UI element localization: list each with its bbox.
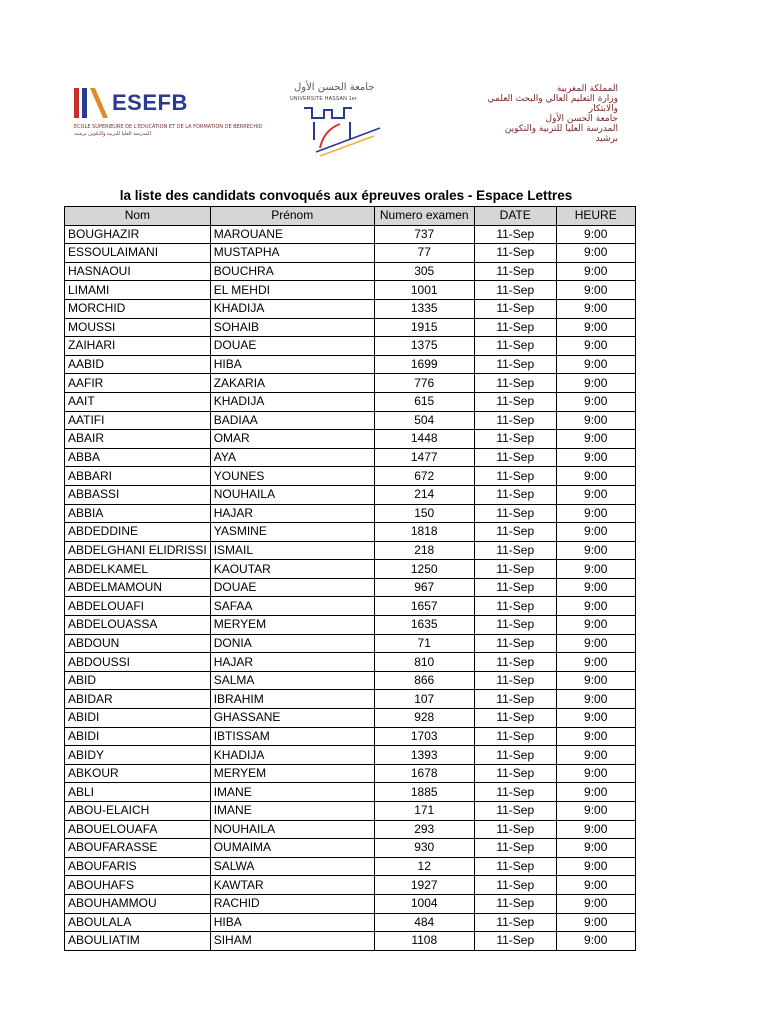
cell-numero-examen: 1448 — [374, 430, 474, 449]
cell-numero-examen: 293 — [374, 820, 474, 839]
cell-date: 11-Sep — [474, 727, 556, 746]
cell-nom: ABDELOUASSA — [65, 616, 211, 635]
table-row — [65, 876, 636, 895]
cell-numero-examen: 1635 — [374, 616, 474, 635]
cell-nom: LIMAMI — [65, 281, 211, 300]
cell-nom: AABID — [65, 355, 211, 374]
cell-date: 11-Sep — [474, 764, 556, 783]
cell-numero-examen: 928 — [374, 709, 474, 728]
university-logo — [284, 82, 384, 158]
cell-nom: ABIDI — [65, 709, 211, 728]
cell-numero-examen: 1818 — [374, 523, 474, 542]
cell-nom: ABOUHAMMOU — [65, 894, 211, 913]
cell-numero-examen: 1885 — [374, 783, 474, 802]
cell-prenom: DOUAE — [210, 337, 374, 356]
cell-prenom: HAJAR — [210, 653, 374, 672]
cell-heure: 9:00 — [556, 913, 635, 932]
ministry-header — [418, 84, 618, 144]
cell-nom: ABID — [65, 671, 211, 690]
cell-date: 11-Sep — [474, 337, 556, 356]
cell-nom: AATIFI — [65, 411, 211, 430]
cell-prenom: NOUHAILA — [210, 485, 374, 504]
cell-nom: ABOUFARIS — [65, 857, 211, 876]
esefb-name: ESEFB — [112, 90, 188, 115]
cell-date: 11-Sep — [474, 634, 556, 653]
cell-prenom: KHADIJA — [210, 392, 374, 411]
table-row — [65, 355, 636, 374]
table-row — [65, 467, 636, 486]
cell-heure: 9:00 — [556, 932, 635, 951]
cell-prenom: OMAR — [210, 430, 374, 449]
university-emblem-icon — [284, 100, 384, 158]
cell-date: 11-Sep — [474, 709, 556, 728]
cell-nom: ABOULIATIM — [65, 932, 211, 951]
cell-prenom: ZAKARIA — [210, 374, 374, 393]
cell-heure: 9:00 — [556, 727, 635, 746]
university-name-ar: جامعة الحسن الأول — [294, 82, 375, 93]
cell-date: 11-Sep — [474, 225, 556, 244]
cell-prenom: GHASSANE — [210, 709, 374, 728]
cell-date: 11-Sep — [474, 746, 556, 765]
cell-prenom: IMANE — [210, 802, 374, 821]
cell-date: 11-Sep — [474, 653, 556, 672]
cell-heure: 9:00 — [556, 523, 635, 542]
table-row — [65, 616, 636, 635]
cell-numero-examen: 1927 — [374, 876, 474, 895]
table-row — [65, 374, 636, 393]
cell-numero-examen: 1699 — [374, 355, 474, 374]
cell-nom: ABKOUR — [65, 764, 211, 783]
cell-date: 11-Sep — [474, 281, 556, 300]
cell-heure: 9:00 — [556, 764, 635, 783]
cell-prenom: OUMAIMA — [210, 839, 374, 858]
cell-heure: 9:00 — [556, 578, 635, 597]
cell-heure: 9:00 — [556, 299, 635, 318]
cell-nom: AAIT — [65, 392, 211, 411]
cell-heure: 9:00 — [556, 485, 635, 504]
cell-nom: AAFIR — [65, 374, 211, 393]
cell-heure: 9:00 — [556, 262, 635, 281]
table-row — [65, 485, 636, 504]
cell-prenom: MERYEM — [210, 764, 374, 783]
table-row — [65, 281, 636, 300]
cell-heure: 9:00 — [556, 541, 635, 560]
cell-heure: 9:00 — [556, 374, 635, 393]
cell-nom: ABDELKAMEL — [65, 560, 211, 579]
cell-prenom: YOUNES — [210, 467, 374, 486]
column-header-prenom: Prénom — [210, 207, 374, 226]
cell-heure: 9:00 — [556, 244, 635, 263]
cell-prenom: BOUCHRA — [210, 262, 374, 281]
cell-nom: ABBARI — [65, 467, 211, 486]
cell-date: 11-Sep — [474, 578, 556, 597]
cell-nom: ABOUFARASSE — [65, 839, 211, 858]
cell-heure: 9:00 — [556, 839, 635, 858]
column-header-nom: Nom — [65, 207, 211, 226]
cell-nom: ABBASSI — [65, 485, 211, 504]
cell-numero-examen: 150 — [374, 504, 474, 523]
cell-numero-examen: 218 — [374, 541, 474, 560]
cell-nom: ESSOULAIMANI — [65, 244, 211, 263]
cell-nom: ABOUELOUAFA — [65, 820, 211, 839]
cell-prenom: MERYEM — [210, 616, 374, 635]
cell-date: 11-Sep — [474, 448, 556, 467]
table-row — [65, 783, 636, 802]
cell-prenom: NOUHAILA — [210, 820, 374, 839]
esefb-logo — [72, 86, 263, 142]
cell-prenom: RACHID — [210, 894, 374, 913]
cell-numero-examen: 504 — [374, 411, 474, 430]
cell-prenom: SOHAIB — [210, 318, 374, 337]
cell-heure: 9:00 — [556, 318, 635, 337]
cell-prenom: HIBA — [210, 355, 374, 374]
cell-date: 11-Sep — [474, 262, 556, 281]
cell-date: 11-Sep — [474, 802, 556, 821]
cell-heure: 9:00 — [556, 430, 635, 449]
cell-nom: ABDELMAMOUN — [65, 578, 211, 597]
ministry-line: المدرسة العليا للتربية والتكوين — [504, 124, 618, 134]
esefb-subline-ar: المدرسة العليا للتربية والتكوين برشيد — [74, 131, 151, 137]
cell-numero-examen: 737 — [374, 225, 474, 244]
table-row — [65, 225, 636, 244]
cell-nom: ABOU-ELAICH — [65, 802, 211, 821]
cell-date: 11-Sep — [474, 299, 556, 318]
cell-numero-examen: 77 — [374, 244, 474, 263]
table-row — [65, 392, 636, 411]
cell-heure: 9:00 — [556, 337, 635, 356]
cell-numero-examen: 171 — [374, 802, 474, 821]
cell-heure: 9:00 — [556, 783, 635, 802]
cell-date: 11-Sep — [474, 857, 556, 876]
table-row — [65, 932, 636, 951]
column-header-numero-examen: Numero examen — [374, 207, 474, 226]
cell-prenom: IBTISSAM — [210, 727, 374, 746]
cell-numero-examen: 776 — [374, 374, 474, 393]
cell-numero-examen: 1657 — [374, 597, 474, 616]
cell-date: 11-Sep — [474, 392, 556, 411]
cell-prenom: BADIAA — [210, 411, 374, 430]
cell-numero-examen: 1001 — [374, 281, 474, 300]
table-row — [65, 727, 636, 746]
cell-numero-examen: 1393 — [374, 746, 474, 765]
cell-numero-examen: 71 — [374, 634, 474, 653]
table-header-row — [65, 207, 636, 226]
cell-nom: ABDELOUAFI — [65, 597, 211, 616]
cell-prenom: HAJAR — [210, 504, 374, 523]
cell-date: 11-Sep — [474, 932, 556, 951]
ministry-line: والابتكار — [588, 104, 618, 114]
cell-nom: ABOUHAFS — [65, 876, 211, 895]
cell-date: 11-Sep — [474, 820, 556, 839]
cell-numero-examen: 866 — [374, 671, 474, 690]
cell-heure: 9:00 — [556, 281, 635, 300]
cell-prenom: EL MEHDI — [210, 281, 374, 300]
cell-heure: 9:00 — [556, 355, 635, 374]
cell-nom: ABBIA — [65, 504, 211, 523]
cell-nom: ABIDY — [65, 746, 211, 765]
table-row — [65, 634, 636, 653]
cell-prenom: MUSTAPHA — [210, 244, 374, 263]
cell-date: 11-Sep — [474, 485, 556, 504]
cell-numero-examen: 672 — [374, 467, 474, 486]
cell-heure: 9:00 — [556, 857, 635, 876]
cell-nom: ZAIHARI — [65, 337, 211, 356]
cell-date: 11-Sep — [474, 504, 556, 523]
table-row — [65, 318, 636, 337]
cell-numero-examen: 1703 — [374, 727, 474, 746]
cell-prenom: YASMINE — [210, 523, 374, 542]
cell-nom: ABDELGHANI ELIDRISSI — [65, 541, 211, 560]
esefb-subline-fr: ECOLE SUPERIEURE DE L'EDUCATION ET DE LA FORMATION DE BERRECHID — [74, 124, 263, 130]
table-row — [65, 597, 636, 616]
cell-numero-examen: 305 — [374, 262, 474, 281]
cell-prenom: KAOUTAR — [210, 560, 374, 579]
cell-prenom: AYA — [210, 448, 374, 467]
cell-numero-examen: 615 — [374, 392, 474, 411]
cell-heure: 9:00 — [556, 597, 635, 616]
cell-heure: 9:00 — [556, 616, 635, 635]
cell-numero-examen: 1915 — [374, 318, 474, 337]
cell-heure: 9:00 — [556, 894, 635, 913]
cell-heure: 9:00 — [556, 820, 635, 839]
cell-nom: HASNAOUI — [65, 262, 211, 281]
cell-heure: 9:00 — [556, 876, 635, 895]
cell-date: 11-Sep — [474, 430, 556, 449]
esefb-bars-icon — [72, 88, 112, 118]
table-row — [65, 746, 636, 765]
table-row — [65, 523, 636, 542]
table-row — [65, 857, 636, 876]
cell-heure: 9:00 — [556, 392, 635, 411]
cell-numero-examen: 1678 — [374, 764, 474, 783]
candidates-table — [64, 206, 636, 951]
cell-date: 11-Sep — [474, 318, 556, 337]
cell-numero-examen: 1477 — [374, 448, 474, 467]
table-row — [65, 448, 636, 467]
table-row — [65, 411, 636, 430]
cell-nom: ABOULALA — [65, 913, 211, 932]
cell-nom: ABLI — [65, 783, 211, 802]
cell-date: 11-Sep — [474, 616, 556, 635]
cell-heure: 9:00 — [556, 746, 635, 765]
column-header-date: DATE — [474, 207, 556, 226]
cell-date: 11-Sep — [474, 597, 556, 616]
table-row — [65, 820, 636, 839]
cell-numero-examen: 1004 — [374, 894, 474, 913]
cell-heure: 9:00 — [556, 653, 635, 672]
cell-numero-examen: 214 — [374, 485, 474, 504]
cell-date: 11-Sep — [474, 671, 556, 690]
table-row — [65, 764, 636, 783]
cell-nom: ABAIR — [65, 430, 211, 449]
cell-heure: 9:00 — [556, 225, 635, 244]
table-row — [65, 244, 636, 263]
cell-numero-examen: 1335 — [374, 299, 474, 318]
cell-heure: 9:00 — [556, 448, 635, 467]
cell-prenom: HIBA — [210, 913, 374, 932]
cell-date: 11-Sep — [474, 411, 556, 430]
cell-prenom: KHADIJA — [210, 299, 374, 318]
table-row — [65, 894, 636, 913]
cell-numero-examen: 484 — [374, 913, 474, 932]
table-row — [65, 541, 636, 560]
ministry-line: المملكة المغربية — [556, 84, 618, 94]
cell-nom: ABDOUN — [65, 634, 211, 653]
cell-nom: MOUSSI — [65, 318, 211, 337]
cell-date: 11-Sep — [474, 355, 556, 374]
table-row — [65, 690, 636, 709]
ministry-line: وزارة التعليم العالي والبحث العلمي — [487, 94, 618, 104]
table-row — [65, 653, 636, 672]
ministry-line: جامعة الحسن الأول — [545, 114, 618, 124]
cell-numero-examen: 107 — [374, 690, 474, 709]
table-row — [65, 430, 636, 449]
cell-date: 11-Sep — [474, 839, 556, 858]
cell-heure: 9:00 — [556, 504, 635, 523]
cell-prenom: KHADIJA — [210, 746, 374, 765]
cell-date: 11-Sep — [474, 244, 556, 263]
cell-numero-examen: 930 — [374, 839, 474, 858]
table-row — [65, 839, 636, 858]
university-name-fr: UNIVERSITÉ HASSAN 1er — [290, 96, 357, 102]
cell-prenom: SALWA — [210, 857, 374, 876]
cell-heure: 9:00 — [556, 634, 635, 653]
cell-nom: ABBA — [65, 448, 211, 467]
cell-numero-examen: 810 — [374, 653, 474, 672]
cell-prenom: IMANE — [210, 783, 374, 802]
cell-date: 11-Sep — [474, 690, 556, 709]
cell-nom: ABIDI — [65, 727, 211, 746]
cell-nom: BOUGHAZIR — [65, 225, 211, 244]
cell-date: 11-Sep — [474, 467, 556, 486]
cell-prenom: SIHAM — [210, 932, 374, 951]
table-row — [65, 802, 636, 821]
ministry-line: برشيد — [595, 134, 618, 144]
page-title: la liste des candidats convoqués aux épreuves orales - Espace Lettres — [119, 188, 573, 203]
cell-heure: 9:00 — [556, 802, 635, 821]
cell-date: 11-Sep — [474, 541, 556, 560]
cell-heure: 9:00 — [556, 467, 635, 486]
cell-heure: 9:00 — [556, 690, 635, 709]
cell-prenom: SALMA — [210, 671, 374, 690]
cell-prenom: DOUAE — [210, 578, 374, 597]
cell-date: 11-Sep — [474, 523, 556, 542]
table-row — [65, 913, 636, 932]
cell-date: 11-Sep — [474, 560, 556, 579]
cell-numero-examen: 1250 — [374, 560, 474, 579]
table-row — [65, 262, 636, 281]
cell-prenom: ISMAIL — [210, 541, 374, 560]
cell-heure: 9:00 — [556, 411, 635, 430]
cell-prenom: KAWTAR — [210, 876, 374, 895]
cell-numero-examen: 12 — [374, 857, 474, 876]
table-row — [65, 337, 636, 356]
table-row — [65, 671, 636, 690]
cell-numero-examen: 1108 — [374, 932, 474, 951]
cell-date: 11-Sep — [474, 876, 556, 895]
table-row — [65, 709, 636, 728]
table-row — [65, 299, 636, 318]
cell-nom: ABDEDDINE — [65, 523, 211, 542]
cell-heure: 9:00 — [556, 560, 635, 579]
cell-prenom: IBRAHIM — [210, 690, 374, 709]
cell-numero-examen: 967 — [374, 578, 474, 597]
table-row — [65, 560, 636, 579]
table-body — [65, 225, 636, 950]
cell-numero-examen: 1375 — [374, 337, 474, 356]
cell-date: 11-Sep — [474, 913, 556, 932]
cell-nom: ABIDAR — [65, 690, 211, 709]
cell-prenom: SAFAA — [210, 597, 374, 616]
cell-date: 11-Sep — [474, 374, 556, 393]
cell-date: 11-Sep — [474, 894, 556, 913]
cell-prenom: DONIA — [210, 634, 374, 653]
table-row — [65, 578, 636, 597]
column-header-heure: HEURE — [556, 207, 635, 226]
cell-heure: 9:00 — [556, 709, 635, 728]
cell-prenom: MAROUANE — [210, 225, 374, 244]
cell-nom: ABDOUSSI — [65, 653, 211, 672]
cell-heure: 9:00 — [556, 671, 635, 690]
table-row — [65, 504, 636, 523]
cell-nom: MORCHID — [65, 299, 211, 318]
cell-date: 11-Sep — [474, 783, 556, 802]
